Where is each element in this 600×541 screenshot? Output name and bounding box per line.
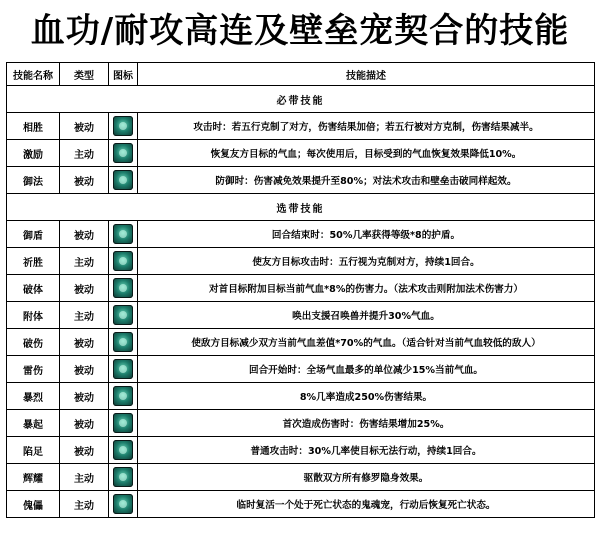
leishang-skill-icon [113, 359, 133, 379]
skill-description: 防御时：伤害减免效果提升至80%；对法术攻击和壁垒击破同样起效。 [138, 167, 595, 194]
skill-name: 陷足 [7, 437, 60, 464]
skill-type: 被动 [60, 221, 109, 248]
header-type: 类型 [60, 63, 109, 86]
skill-name: 御法 [7, 167, 60, 194]
skill-description: 回合开始时：全场气血最多的单位减少15%当前气血。 [138, 356, 595, 383]
table-row [7, 383, 595, 410]
table-row [7, 464, 595, 491]
skill-name: 相胜 [7, 113, 60, 140]
skill-name: 傀儡 [7, 491, 60, 518]
table-row [7, 275, 595, 302]
table-row [7, 248, 595, 275]
section-row-optional [7, 194, 595, 221]
section-row-required [7, 86, 595, 113]
poshang-skill-icon [113, 332, 133, 352]
skill-description: 普通攻击时：30%几率使目标无法行动，持续1回合。 [138, 437, 595, 464]
kuilei-skill-icon [113, 494, 133, 514]
skill-name: 暴起 [7, 410, 60, 437]
skill-type: 主动 [60, 140, 109, 167]
skill-name: 御盾 [7, 221, 60, 248]
skill-type: 主动 [60, 491, 109, 518]
skill-name: 暴烈 [7, 383, 60, 410]
skill-description: 回合结束时：50%几率获得等级*8的护盾。 [138, 221, 595, 248]
table-header-row [7, 63, 595, 86]
skill-type: 被动 [60, 383, 109, 410]
skill-name: 附体 [7, 302, 60, 329]
skill-description: 8%几率造成250%伤害结果。 [138, 383, 595, 410]
skill-type: 被动 [60, 275, 109, 302]
skill-description: 首次造成伤害时：伤害结果增加25%。 [138, 410, 595, 437]
skill-name: 辉耀 [7, 464, 60, 491]
futi-skill-icon [113, 305, 133, 325]
baolie-skill-icon [113, 386, 133, 406]
skill-name: 祈胜 [7, 248, 60, 275]
poti-skill-icon [113, 278, 133, 298]
jili-skill-icon [113, 143, 133, 163]
baoqi-skill-icon [113, 413, 133, 433]
skill-type: 被动 [60, 167, 109, 194]
skill-name: 破伤 [7, 329, 60, 356]
table-row [7, 302, 595, 329]
table-row [7, 410, 595, 437]
table-row [7, 356, 595, 383]
skill-description: 恢复友方目标的气血；每次使用后，目标受到的气血恢复效果降低10%。 [138, 140, 595, 167]
skill-type: 被动 [60, 329, 109, 356]
table-row [7, 113, 595, 140]
yudun-skill-icon [113, 224, 133, 244]
skill-description: 使友方目标攻击时：五行视为克制对方，持续1回合。 [138, 248, 595, 275]
skill-name: 破体 [7, 275, 60, 302]
skill-type: 被动 [60, 356, 109, 383]
table-row [7, 221, 595, 248]
skill-table [6, 62, 595, 518]
section-label: 必带技能 [7, 86, 595, 113]
skill-name: 雷伤 [7, 356, 60, 383]
skill-description: 攻击时：若五行克制了对方，伤害结果加倍；若五行被对方克制，伤害结果减半。 [138, 113, 595, 140]
section-label: 选带技能 [7, 194, 595, 221]
skill-type: 被动 [60, 410, 109, 437]
skill-type: 主动 [60, 464, 109, 491]
header-icon: 图标 [109, 63, 138, 86]
skill-type: 主动 [60, 248, 109, 275]
header-skill-name: 技能名称 [7, 63, 60, 86]
skill-description: 使敌方目标减少双方当前气血差值*70%的气血。（适合针对当前气血较低的敌人） [138, 329, 595, 356]
xianzu-skill-icon [113, 440, 133, 460]
skill-name: 激励 [7, 140, 60, 167]
skill-description: 临时复活一个处于死亡状态的鬼魂宠，行动后恢复死亡状态。 [138, 491, 595, 518]
skill-description: 唤出支援召唤兽并提升30%气血。 [138, 302, 595, 329]
table-row [7, 437, 595, 464]
yufa-skill-icon [113, 170, 133, 190]
skill-type: 被动 [60, 113, 109, 140]
xiangsheng-skill-icon [113, 116, 133, 136]
header-description: 技能描述 [138, 63, 595, 86]
qisheng-skill-icon [113, 251, 133, 271]
skill-type: 被动 [60, 437, 109, 464]
skill-description: 对首目标附加目标当前气血*8%的伤害力。（法术攻击则附加法术伤害力） [138, 275, 595, 302]
skill-type: 主动 [60, 302, 109, 329]
table-row [7, 140, 595, 167]
table-row [7, 329, 595, 356]
table-row [7, 491, 595, 518]
huiyao-skill-icon [113, 467, 133, 487]
table-row [7, 167, 595, 194]
skill-description: 驱散双方所有修罗隐身效果。 [138, 464, 595, 491]
page-title: 血功/耐攻高连及壁垒宠契合的技能 [30, 11, 570, 51]
